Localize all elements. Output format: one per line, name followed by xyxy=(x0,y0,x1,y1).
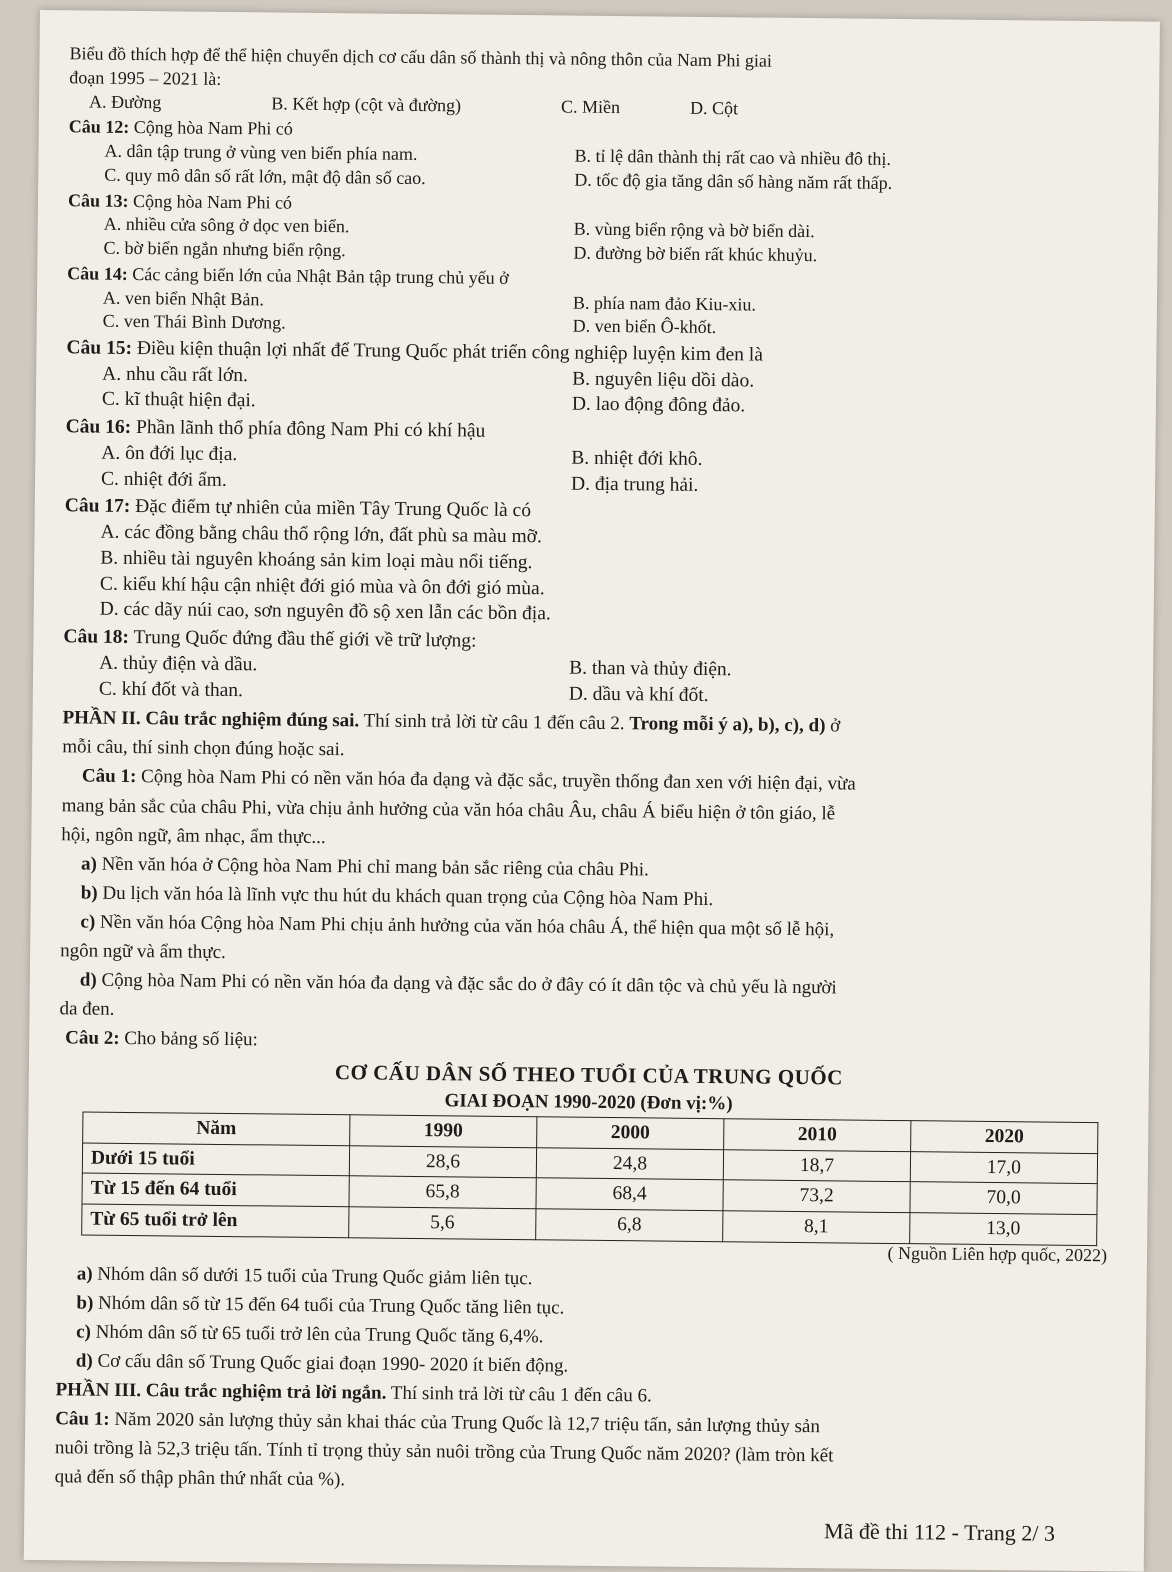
q17-option-d: D. các dãy núi cao, sơn nguyên đồ sộ xen lẫn các bồn địa. xyxy=(99,599,551,625)
table-cell: 13,0 xyxy=(910,1213,1097,1246)
q15-label: Câu 15: xyxy=(66,337,133,359)
table-cell: 8,1 xyxy=(723,1211,910,1244)
q12-option-a: A. dân tập trung ở vùng ven biển phía nam. xyxy=(104,140,418,164)
part2-q1-c-text-2: ngôn ngữ và ẩm thực. xyxy=(60,940,226,963)
part2-q1-line2: mang bản sắc của châu Phi, vừa chịu ảnh hưởng của văn hóa châu Âu, châu Á biểu hiện ở tôn giáo, lễ xyxy=(61,794,836,824)
part2-intro-text: Thí sinh trả lời từ câu 1 đến câu 2. xyxy=(359,710,630,735)
part2-q2-label: Câu 2: xyxy=(65,1027,120,1050)
population-structure-table xyxy=(81,1112,1098,1247)
part2-q2-c-label: c) xyxy=(76,1321,92,1343)
q12-label: Câu 12: xyxy=(68,116,130,138)
part3-q1-label: Câu 1: xyxy=(55,1408,110,1430)
part2-q2-text: Cho bảng số liệu: xyxy=(119,1028,258,1051)
q18-option-c: C. khí đốt và than. xyxy=(98,678,244,701)
q16-option-c: C. nhiệt đới ẩm. xyxy=(100,468,227,491)
table-source: ( Nguồn Liên hợp quốc, 2022) xyxy=(887,1242,1108,1266)
table-header-1990: 1990 xyxy=(350,1115,537,1148)
part2-q1-line3: hội, ngôn ngữ, âm nhạc, ẩm thực... xyxy=(61,823,326,848)
part2-q1-b-label: b) xyxy=(80,882,98,904)
q14-option-c: C. ven Thái Bình Dương. xyxy=(102,310,286,333)
part2-q1-c-label: c) xyxy=(80,911,96,933)
q17-stem-text: Đặc điểm tự nhiên của miền Tây Trung Quốc là có xyxy=(130,496,532,522)
part2-q1-c-text-1: Nền văn hóa Cộng hòa Nam Phi chịu ảnh hưởng của văn hóa châu Á, thể hiện qua một số lễ hội, xyxy=(95,911,835,941)
row-label-under15: Dưới 15 tuổi xyxy=(82,1143,349,1177)
q18-option-a: A. thủy điện và dầu. xyxy=(99,652,258,676)
q16-option-b: B. nhiệt đới khô. xyxy=(571,447,703,470)
q18-stem-text: Trung Quốc đứng đầu thế giới về trữ lượng: xyxy=(128,627,477,652)
part2-q1-b-text: Du lịch văn hóa là lĩnh vực thu hút du khách quan trọng của Cộng hòa Nam Phi. xyxy=(97,882,714,910)
part2-q2-a-text: Nhóm dân số dưới 15 tuổi của Trung Quốc giảm liên tục. xyxy=(92,1263,533,1289)
q13-label: Câu 13: xyxy=(67,189,129,211)
q15-option-c: C. kĩ thuật hiện đại. xyxy=(101,389,256,412)
q18-option-b: B. than và thủy điện. xyxy=(569,657,732,681)
part2-intro-line2: mỗi câu, thí sinh chọn đúng hoặc sai. xyxy=(62,736,345,761)
part2-q1-d-label: d) xyxy=(79,969,97,991)
q17-option-a: A. các đồng bằng châu thổ rộng lớn, đất phù sa màu mỡ. xyxy=(100,521,543,548)
q13-option-c: C. bờ biển ngắn nhưng biển rộng. xyxy=(103,237,346,261)
q15-option-b: B. nguyên liệu dồi dào. xyxy=(572,368,755,392)
table-cell: 6,8 xyxy=(536,1209,723,1242)
q13-option-a: A. nhiều cửa sông ở dọc ven biển. xyxy=(103,213,350,237)
q11-stem-line1: Biểu đồ thích hợp để thể hiện chuyển dịch cơ cấu dân số thành thị và nông thôn của Nam Phi giai xyxy=(69,43,773,71)
table-header-2020: 2020 xyxy=(911,1121,1098,1154)
exam-sheet xyxy=(24,10,1160,1572)
row-label-15-64: Từ 15 đến 64 tuổi xyxy=(82,1173,349,1207)
part2-q1-d-text-1: Cộng hòa Nam Phi có nền văn hóa đa dạng và đặc sắc do ở đây có ít dân tộc và chủ yếu là người xyxy=(96,969,837,999)
q15-option-a: A. nhu cầu rất lớn. xyxy=(102,363,248,386)
q11-stem-line2: đoạn 1995 – 2021 là: xyxy=(69,67,222,89)
part2-q1-label: Câu 1: xyxy=(81,765,137,788)
table-header-2000: 2000 xyxy=(537,1117,724,1150)
q14-option-a: A. ven biển Nhật Bản. xyxy=(102,287,265,309)
q12-stem-text: Cộng hòa Nam Phi có xyxy=(129,117,293,139)
q14-stem-text: Các cảng biển lớn của Nhật Bản tập trung chủ yếu ở xyxy=(127,263,509,288)
table-cell: 5,6 xyxy=(349,1207,536,1240)
part3-q1-line2: nuôi trồng là 52,3 triệu tấn. Tính tỉ trọng thủy sản nuôi trồng của Trung Quốc năm 2020? (làm tròn kết xyxy=(54,1437,834,1467)
page-content xyxy=(55,40,1130,1500)
q13-option-d: D. đường bờ biển rất khúc khuỷu. xyxy=(573,242,818,266)
q14-label: Câu 14: xyxy=(67,263,128,284)
row-label-65-plus: Từ 65 tuổi trở lên xyxy=(82,1204,349,1238)
part3-intro-text: Thí sinh trả lời từ câu 1 đến câu 6. xyxy=(386,1382,652,1407)
q11-option-a: A. Đường xyxy=(88,91,162,112)
q18-label: Câu 18: xyxy=(63,626,130,649)
part2-q1-a-label: a) xyxy=(80,853,98,875)
q16-option-d: D. địa trung hải. xyxy=(570,473,699,496)
q11-option-b: B. Kết hợp (cột và đường) xyxy=(271,92,462,115)
q15-stem-text: Điều kiện thuận lợi nhất để Trung Quốc phát triển công nghiệp luyện kim đen là xyxy=(131,337,764,366)
q12-option-b: B. tỉ lệ dân thành thị rất cao và nhiều đô thị. xyxy=(574,145,892,169)
part2-heading: PHẦN II. Câu trắc nghiệm đúng sai. xyxy=(62,707,360,732)
table-cell: 17,0 xyxy=(910,1151,1097,1184)
part2-q2-d-label: d) xyxy=(75,1350,93,1372)
q12-option-d: D. tốc độ gia tăng dân số hàng năm rất thấp. xyxy=(574,169,893,193)
part2-q2-b-label: b) xyxy=(76,1292,94,1314)
part2-q2-d-text: Cơ cấu dân số Trung Quốc giai đoạn 1990- 2020 ít biến động. xyxy=(92,1350,569,1377)
part2-intro-bold: Trong mỗi ý a), b), c), d) xyxy=(629,713,826,737)
part2-q1-a-text: Nền văn hóa ở Cộng hòa Nam Phi chỉ mang bản sắc riêng của châu Phi. xyxy=(96,853,649,881)
q17-label: Câu 17: xyxy=(64,495,131,518)
q13-stem-text: Cộng hòa Nam Phi có xyxy=(128,190,293,213)
page-footer: Mã đề thi 112 - Trang 2/ 3 xyxy=(823,1518,1056,1546)
q12-option-c: C. quy mô dân số rất lớn, mật độ dân số cao. xyxy=(104,164,426,188)
q11-option-c: C. Miền xyxy=(560,95,621,117)
part2-q2-b-text: Nhóm dân số từ 15 đến 64 tuổi của Trung Quốc tăng liên tục. xyxy=(93,1292,565,1319)
q11-option-d: D. Cột xyxy=(689,97,739,118)
table-subtitle: GIAI ĐOẠN 1990-2020 (Đơn vị:%) xyxy=(444,1090,733,1115)
table-cell: 65,8 xyxy=(349,1176,536,1209)
q13-option-b: B. vùng biển rộng và bờ biển dài. xyxy=(573,218,815,242)
q14-option-d: D. ven biển Ô-khốt. xyxy=(572,315,717,338)
table-cell: 28,6 xyxy=(349,1146,536,1179)
part3-heading: PHẦN III. Câu trắc nghiệm trả lời ngắn. xyxy=(55,1379,387,1404)
table-cell: 18,7 xyxy=(723,1149,910,1182)
q17-option-c: C. kiểu khí hậu cận nhiệt đới gió mùa và ôn đới gió mùa. xyxy=(99,573,545,599)
table-header-year: Năm xyxy=(83,1112,350,1146)
q16-label: Câu 16: xyxy=(65,416,132,439)
part3-q1-text-1: Năm 2020 sản lượng thủy sản khai thác của Trung Quốc là 12,7 triệu tấn, sản lượng thủy sản xyxy=(109,1408,821,1438)
part3-q1-line3: quả đến số thập phân thứ nhất của %). xyxy=(54,1466,346,1491)
part2-q2-a-label: a) xyxy=(76,1263,93,1285)
q14-option-b: B. phía nam đảo Kiu-xiu. xyxy=(572,292,757,315)
q16-option-a: A. ôn đới lục địa. xyxy=(101,442,238,466)
table-cell: 73,2 xyxy=(723,1180,910,1213)
part2-q1-d-text-2: da đen. xyxy=(59,998,115,1020)
q15-option-d: D. lao động đông đảo. xyxy=(571,394,746,417)
part2-q2-c-text: Nhóm dân số từ 65 tuổi trở lên của Trung Quốc tăng 6,4%. xyxy=(90,1321,544,1348)
table-title: CƠ CẤU DÂN SỐ THEO TUỔI CỦA TRUNG QUỐC xyxy=(334,1060,843,1090)
q17-option-b: B. nhiều tài nguyên khoáng sản kim loại màu nổi tiếng. xyxy=(100,547,533,574)
table-cell: 24,8 xyxy=(536,1148,723,1181)
part2-q1-text-1: Cộng hòa Nam Phi có nền văn hóa đa dạng và đặc sắc, truyền thống đan xen với hiện đại, vừa xyxy=(136,766,856,796)
q18-option-d: D. dầu và khí đốt. xyxy=(568,683,709,706)
table-cell: 70,0 xyxy=(910,1182,1097,1215)
part2-intro-end: ở xyxy=(825,715,841,737)
table-header-2010: 2010 xyxy=(724,1119,911,1152)
table-cell: 68,4 xyxy=(536,1178,723,1211)
q16-stem-text: Phần lãnh thổ phía đông Nam Phi có khí hậu xyxy=(131,417,486,442)
